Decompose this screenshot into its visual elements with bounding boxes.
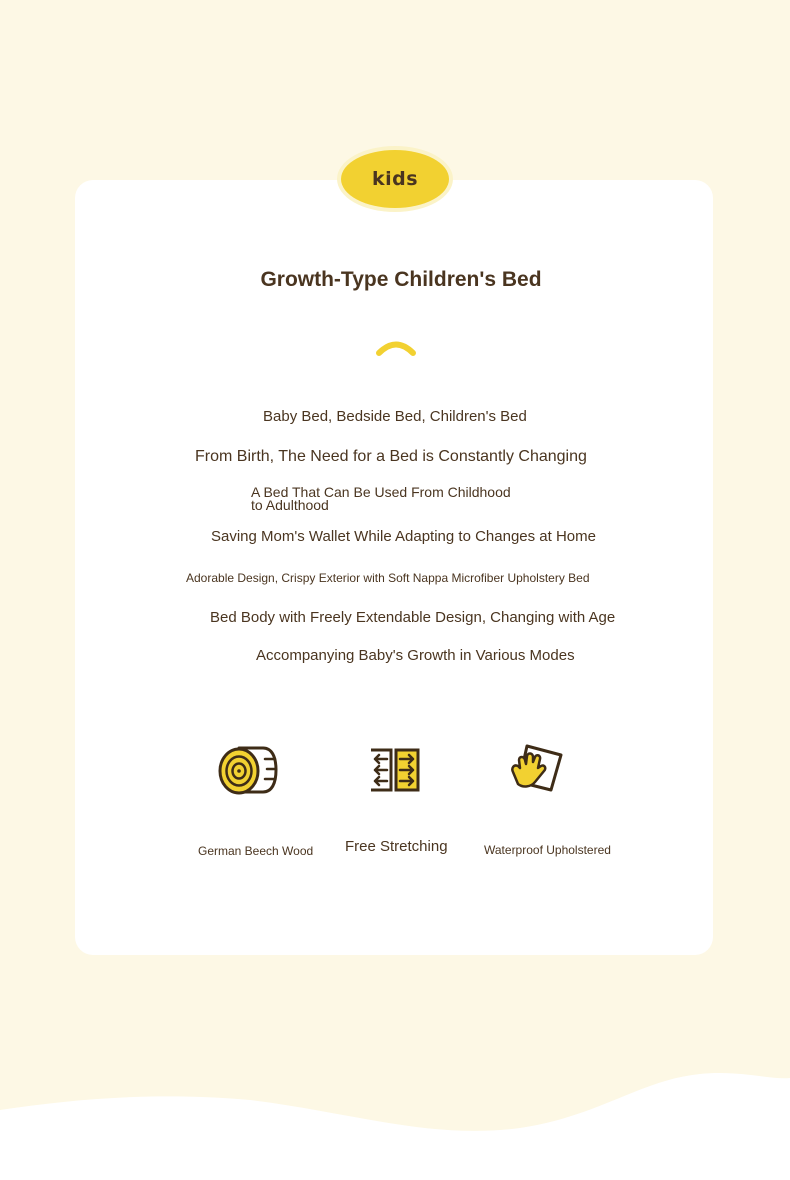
stretch-arrows-icon [369, 748, 421, 792]
feature-label-stretch: Free Stretching [345, 838, 448, 855]
smile-arc-icon [374, 336, 418, 358]
feature-label-waterproof: Waterproof Upholstered [484, 843, 611, 857]
wood-log-icon [217, 744, 279, 798]
tagline-bed-types: Baby Bed, Bedside Bed, Children's Bed [263, 408, 527, 425]
tagline-saving-wallet: Saving Mom's Wallet While Adapting to Changes at Home [211, 528, 596, 545]
tagline-childhood-line1: A Bed That Can Be Used From Childhood [251, 484, 511, 500]
tagline-extendable-design: Bed Body with Freely Extendable Design, Changing with Age [210, 609, 616, 626]
feature-label-wood: German Beech Wood [198, 844, 314, 858]
tagline-need-changing: From Birth, The Need for a Bed is Constantly Changing [195, 448, 587, 465]
tagline-adorable-design: Adorable Design, Crispy Exterior with Soft Nappa Microfiber Upholstery Bed [186, 571, 590, 585]
page-title: Growth-Type Children's Bed [260, 268, 542, 291]
tagline-childhood-line2: to Adulthood [251, 497, 329, 513]
tagline-various-modes: Accompanying Baby's Growth in Various Modes [256, 647, 575, 664]
kids-badge [341, 150, 449, 208]
kids-badge-label: kids [371, 168, 419, 190]
hand-cloth-icon [505, 742, 567, 794]
